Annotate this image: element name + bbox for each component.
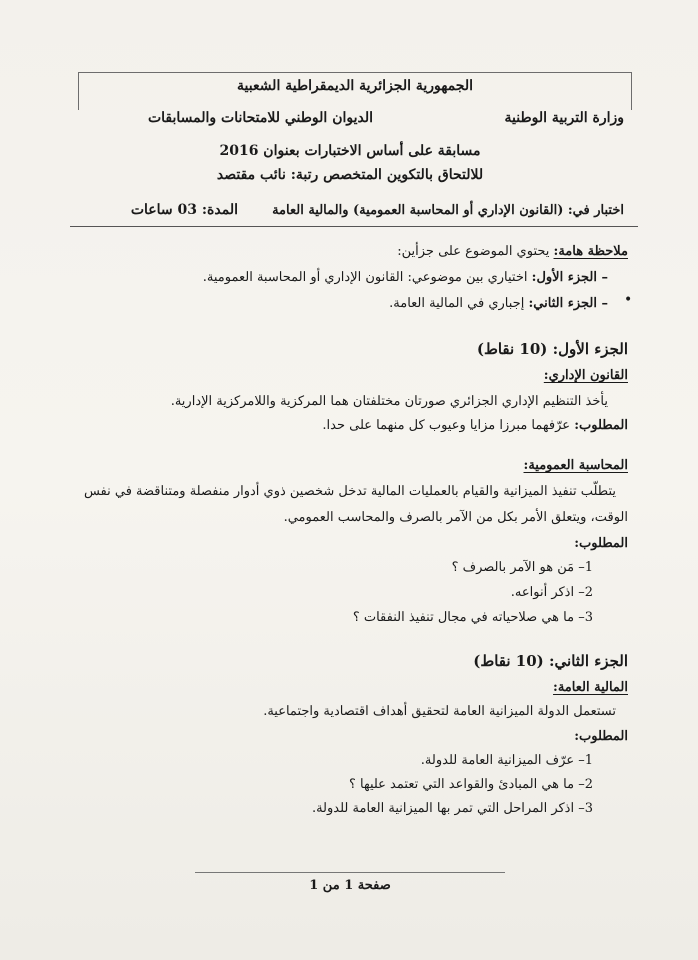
contest-title: مسابقة على أساس الاختبارات بعنوان 2016: [219, 143, 481, 159]
accounting-question: 3– ما هي صلاحياته في مجال تنفيذ النفقات ؟: [352, 610, 593, 625]
public-finance-required-label: المطلوب:: [574, 729, 628, 744]
part2-title: الجزء الثاني: (10 نقاط): [473, 652, 628, 670]
header-divider: [70, 226, 638, 227]
footer-divider: [195, 872, 505, 873]
public-finance-question: 2– ما هي المبادئ والقواعد التي تعتمد عليها ؟: [348, 777, 593, 792]
admin-law-required-text: عرّفهما مبرزا مزايا وعيوب كل منهما على حدا.: [322, 418, 571, 433]
ministry-name: وزارة التربية الوطنية: [504, 110, 624, 126]
admin-law-required: [322, 418, 628, 433]
page-number: صفحة 1 من 1: [309, 878, 391, 893]
exam-duration: المدة: 03 ساعات: [130, 202, 238, 218]
exam-subject: اختبار في: (القانون الإداري أو المحاسبة العمومية) والمالية العامة: [272, 203, 624, 218]
note-part1-label: – الجزء الأول:: [531, 270, 608, 285]
accounting-question: 1– مَن هو الآمر بالصرف ؟: [451, 560, 593, 575]
note-part1: [203, 270, 608, 285]
public-finance-question: 1– عرّف الميزانية العامة للدولة.: [420, 753, 593, 768]
note-text: يحتوي الموضوع على جزأين:: [397, 244, 550, 259]
note-line: [397, 244, 628, 259]
accounting-text-line2: الوقت، ويتعلق الأمر بكل من الآمر بالصرف والمحاسب العمومي.: [283, 510, 628, 525]
note-part2-label: – الجزء الثاني:: [528, 296, 608, 311]
admin-law-heading: القانون الإداري:: [543, 368, 628, 383]
accounting-question: 2– اذكر أنواعه.: [510, 585, 593, 600]
note-part1-text: اختياري بين موضوعي: القانون الإداري أو المحاسبة العمومية.: [202, 270, 528, 285]
part1-title: الجزء الأول: (10 نقاط): [476, 340, 628, 358]
accounting-required-label: المطلوب:: [574, 536, 628, 551]
accounting-heading: المحاسبة العمومية:: [523, 458, 628, 473]
public-finance-heading: المالية العامة:: [553, 680, 628, 695]
bullet-dot: •: [624, 292, 633, 308]
office-name: الديوان الوطني للامتحانات والمسابقات: [147, 110, 373, 126]
accounting-text-line1: يتطلّب تنفيذ الميزانية والقيام بالعمليات المالية تدخل شخصين ذوي أدوار منفصلة ومتناقضة في نفس: [83, 484, 616, 499]
public-finance-question: 3– اذكر المراحل التي تمر بها الميزانية العامة للدولة.: [311, 801, 593, 816]
note-part2: [389, 296, 608, 311]
admin-law-required-label: المطلوب:: [574, 418, 628, 433]
admin-law-text: يأخذ التنظيم الإداري الجزائري صورتان مختلفتان هما المركزية واللامركزية الإدارية.: [170, 394, 608, 409]
note-part2-text: إجباري في المالية العامة.: [389, 296, 525, 311]
republic-title: الجمهورية الجزائرية الديمقراطية الشعبية: [236, 78, 473, 94]
public-finance-text: تستعمل الدولة الميزانية العامة لتحقيق أهداف اقتصادية واجتماعية.: [263, 704, 616, 719]
note-label: ملاحظة هامة:: [553, 244, 628, 259]
contest-subtitle: للالتحاق بالتكوين المتخصص رتبة: نائب مقتصد: [216, 167, 484, 183]
